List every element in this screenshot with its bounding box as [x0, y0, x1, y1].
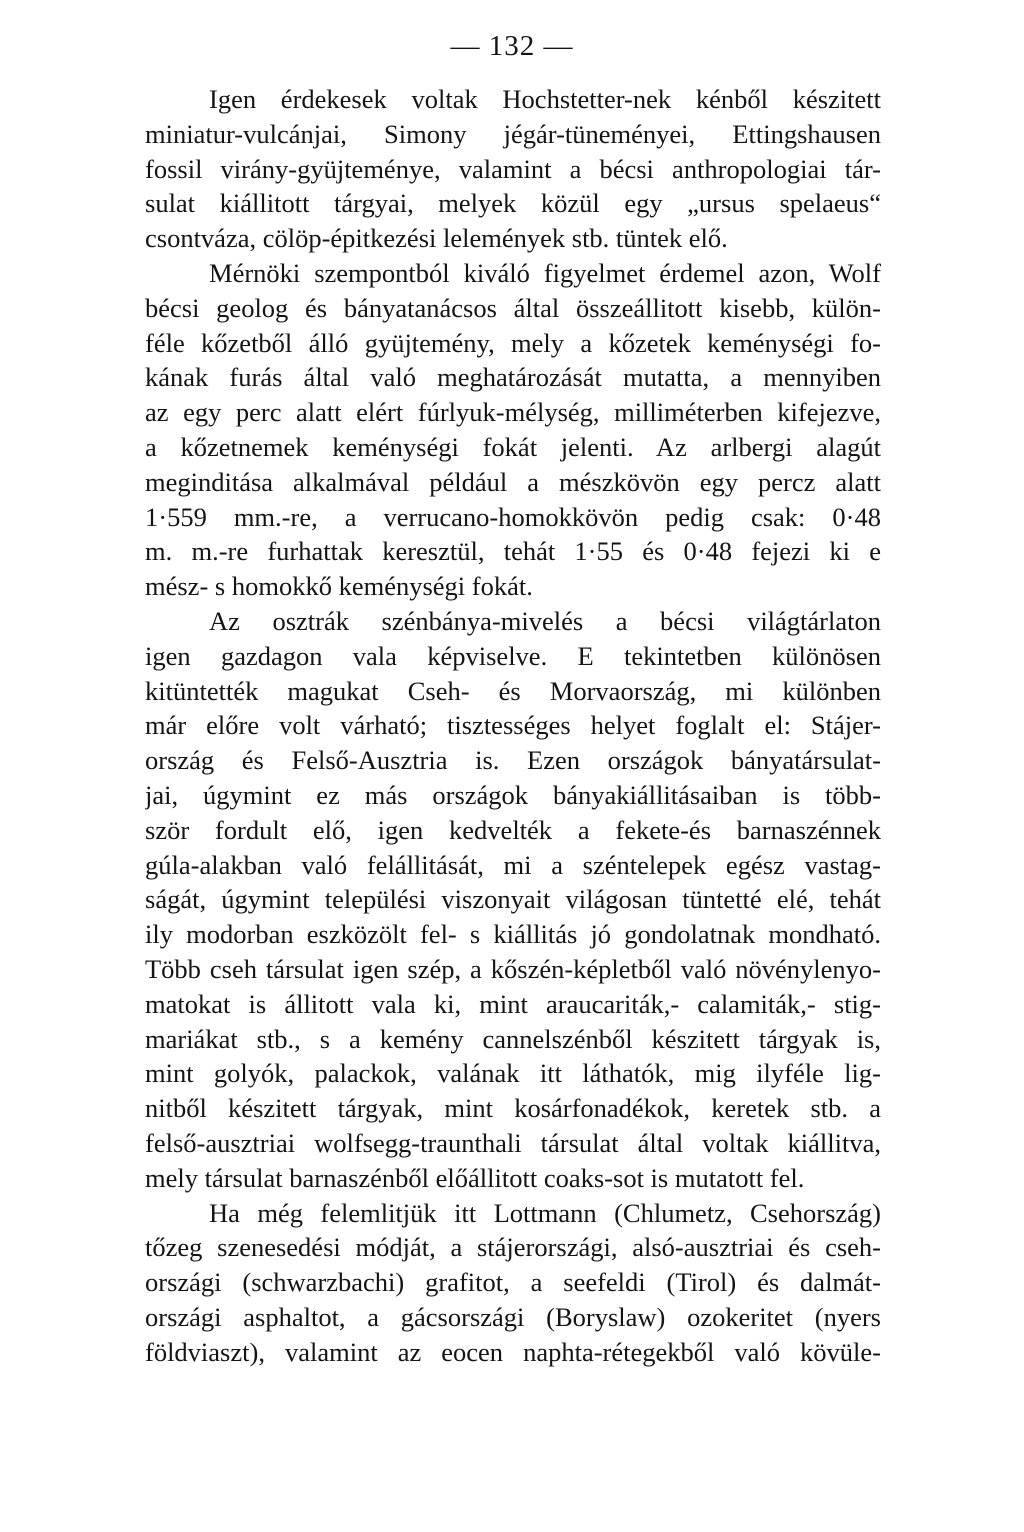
- text-line: kának furás által való meghatározását mutatta, a mennyiben: [145, 362, 881, 393]
- text-line: Több cseh társulat igen szép, a kőszén-képletből való növénylenyo-: [145, 953, 881, 984]
- text-line: kitüntették magukat Cseh- és Morvaország, mi különben: [145, 675, 881, 706]
- text-line: gúla-alakban való felállitását, mi a széntelepek egész vastag-: [145, 849, 881, 880]
- text-line: csontváza, cölöp-épitkezési lelemények stb. tüntek elő.: [145, 223, 728, 254]
- text-line: mint golyók, palackok, valának itt láthatók, mig ilyféle lig-: [145, 1058, 881, 1089]
- text-line: országi asphaltot, a gácsországi (Boryslaw) ozokeritet (nyers: [145, 1301, 881, 1332]
- text-line: féle kőzetből álló gyüjtemény, mely a kőzetek keménységi fo-: [145, 327, 881, 358]
- text-line: meginditása alkalmával például a mészkövön egy percz alatt: [145, 466, 881, 497]
- text-line: mariákat stb., s a kemény cannelszénből készitett tárgyak is,: [145, 1023, 881, 1054]
- text-line: a kőzetnemek keménységi fokát jelenti. Az arlbergi alagút: [145, 431, 881, 462]
- text-line: Ha még felemlitjük itt Lottmann (Chlumetz, Csehország): [209, 1197, 881, 1228]
- text-line: nitből készitett tárgyak, mint kosárfonadékok, keretek stb. a: [145, 1093, 881, 1124]
- text-line: jai, úgymint ez más országok bányakiállitásaiban is több-: [145, 779, 881, 810]
- text-line: mész- s homokkő keménységi fokát.: [145, 571, 533, 602]
- text-line: bécsi geolog és bányatanácsos által összeállitott kisebb, külön-: [145, 292, 881, 323]
- text-line: ország és Felső-Ausztria is. Ezen országok bányatársulat-: [145, 745, 881, 776]
- text-line: igen gazdagon vala képviselve. E tekintetben különösen: [145, 640, 881, 671]
- text-line: ször fordult elő, igen kedvelték a fekete-és barnaszénnek: [145, 814, 881, 845]
- text-line: Az osztrák szénbánya-mivelés a bécsi világtárlaton: [209, 605, 881, 636]
- text-line: ily modorban eszközölt fel- s kiállitás jó gondolatnak mondható.: [145, 919, 881, 950]
- text-line: mely társulat barnaszénből előállitott coaks-sot is mutatott fel.: [145, 1162, 805, 1193]
- text-line: Igen érdekesek voltak Hochstetter-nek kénből készitett: [209, 84, 881, 114]
- text-line: felső-ausztriai wolfsegg-traunthali társulat által voltak kiállitva,: [145, 1127, 881, 1158]
- text-line: Mérnöki szempontból kiváló figyelmet érdemel azon, Wolf: [209, 257, 881, 288]
- text-line: az egy perc alatt elért fúrlyuk-mélység, milliméterben kifejezve,: [145, 397, 881, 428]
- text-line: országi (schwarzbachi) grafitot, a seefeldi (Tirol) és dalmát-: [145, 1267, 881, 1298]
- text-line: m. m.-re furhattak keresztül, tehát 1·55 és 0·48 fejezi ki e: [145, 536, 881, 567]
- text-line: földviaszt), valamint az eocen naphta-rétegekből való kövüle-: [145, 1336, 881, 1367]
- text-line: 1·559 mm.-re, a verrucano-homokkövön pedig csak: 0·48: [145, 501, 881, 532]
- text-line: miniatur-vulcánjai, Simony jégár-tüneményei, Ettingshausen: [145, 118, 881, 149]
- text-line: sulat kiállitott tárgyai, melyek közül egy „ursus spelaeus“: [145, 188, 881, 219]
- text-line: ságát, úgymint települési viszonyait világosan tüntetté elé, tehát: [145, 884, 881, 915]
- text-line: matokat is állitott vala ki, mint araucariták,- calamiták,- stig-: [145, 988, 881, 1019]
- text-line: már előre volt várható; tisztességes helyet foglalt el: Stájer-: [145, 710, 881, 741]
- text-line: fossil virány-gyüjteménye, valamint a bécsi anthropologiai tár-: [145, 153, 881, 184]
- text-line: tőzeg szenesedési módját, a stájerországi, alsó-ausztriai és cseh-: [145, 1232, 881, 1263]
- body-text: [145, 82, 881, 1369]
- page-number: — 132 —: [450, 30, 574, 62]
